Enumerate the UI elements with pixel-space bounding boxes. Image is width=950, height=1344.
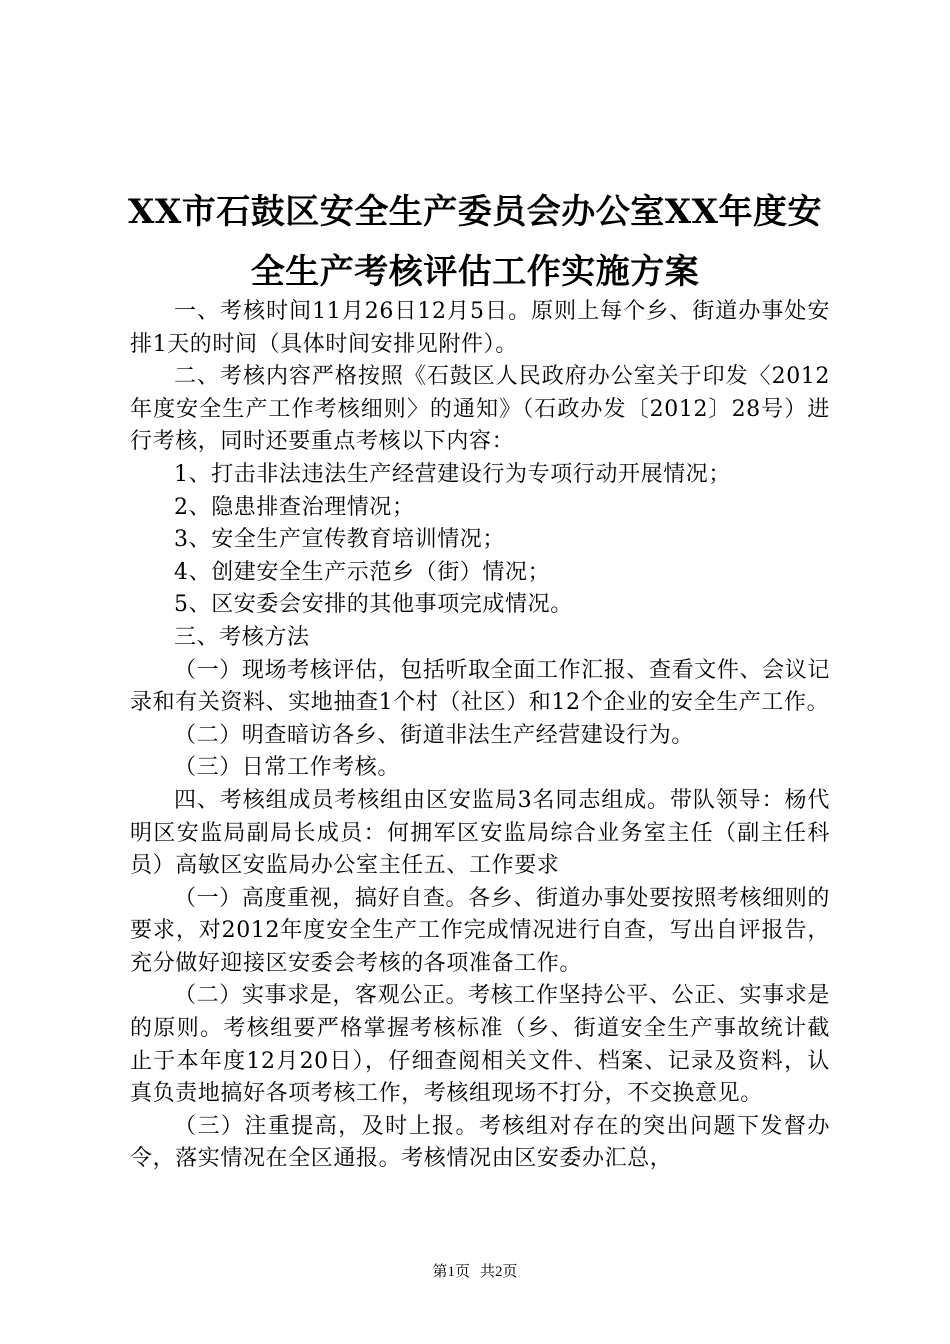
list-item: 5、区安委会安排的其他事项完成情况。 [174, 592, 573, 618]
paragraph-method-1: （一）现场考核评估，包括听取全面工作汇报、查看文件、会议记录和有关资料、实地抽查1个村（社区）和12个企业的安全生产工作。 [130, 657, 830, 716]
page-number-current: 第1页 [432, 1264, 470, 1280]
paragraph-time: 一、考核时间11月26日12月5日。原则上每个乡、街道办事处安排1天的时间（具体时间安排见附件）。 [130, 299, 830, 357]
paragraph-content: 二、考核内容严格按照《石鼓区人民政府办公室关于印发〈2012年度安全生产工作考核细则〉的通知》（石政办发〔2012〕28号）进行考核，同时还要重点考核以下内容： [130, 364, 830, 455]
paragraph-requirement-1: （一）高度重视，搞好自查。各乡、街道办事处要按照考核细则的要求，对2012年度安全生产工作完成情况进行自查，写出自评报告，充分做好迎接区安委会考核的各项准备工作。 [130, 885, 830, 976]
page-footer [0, 1262, 950, 1282]
list-item: 1、打击非法违法生产经营建设行为专项行动开展情况； [174, 461, 731, 487]
paragraph-requirement-3: （三）注重提高，及时上报。考核组对存在的突出问题下发督办令，落实情况在全区通报。考核情况由区安委办汇总， [130, 1113, 830, 1172]
list-item: 2、隐患排查治理情况； [174, 494, 415, 520]
paragraph-method-3: （三）日常工作考核。 [174, 755, 401, 781]
paragraph-requirement-2: （二）实事求是，客观公正。考核工作坚持公平、公正、实事求是的原则。考核组要严格掌握考核标准（乡、街道安全生产事故统计截止于本年度12月20日），仔细查阅相关文件、档案、记录及资料，认真负责地搞好各项考核工作，考核组现场不打分，不交换意见。 [130, 983, 830, 1107]
section-heading-method: 三、考核方法 [174, 624, 310, 650]
page-number-total: 共2页 [480, 1264, 518, 1280]
document-body [130, 296, 830, 1176]
paragraph-members: 四、考核组成员考核组由区安监局3名同志组成。带队领导：杨代明区安监局副局长成员：何拥军区安监局综合业务室主任（副主任科员）高敏区安监局办公室主任五、工作要求 [130, 787, 830, 879]
paragraph-method-2: （二）明查暗访各乡、街道非法生产经营建设行为。 [174, 722, 694, 748]
document-title-line-2: 全生产考核评估工作实施方案 [250, 252, 700, 292]
list-item: 3、安全生产宣传教育培训情况； [174, 527, 505, 553]
document-title-line-1: XX市石鼓区安全生产委员会办公室XX年度安 [127, 192, 823, 232]
list-item: 4、创建安全生产示范乡（街）情况； [174, 559, 551, 585]
